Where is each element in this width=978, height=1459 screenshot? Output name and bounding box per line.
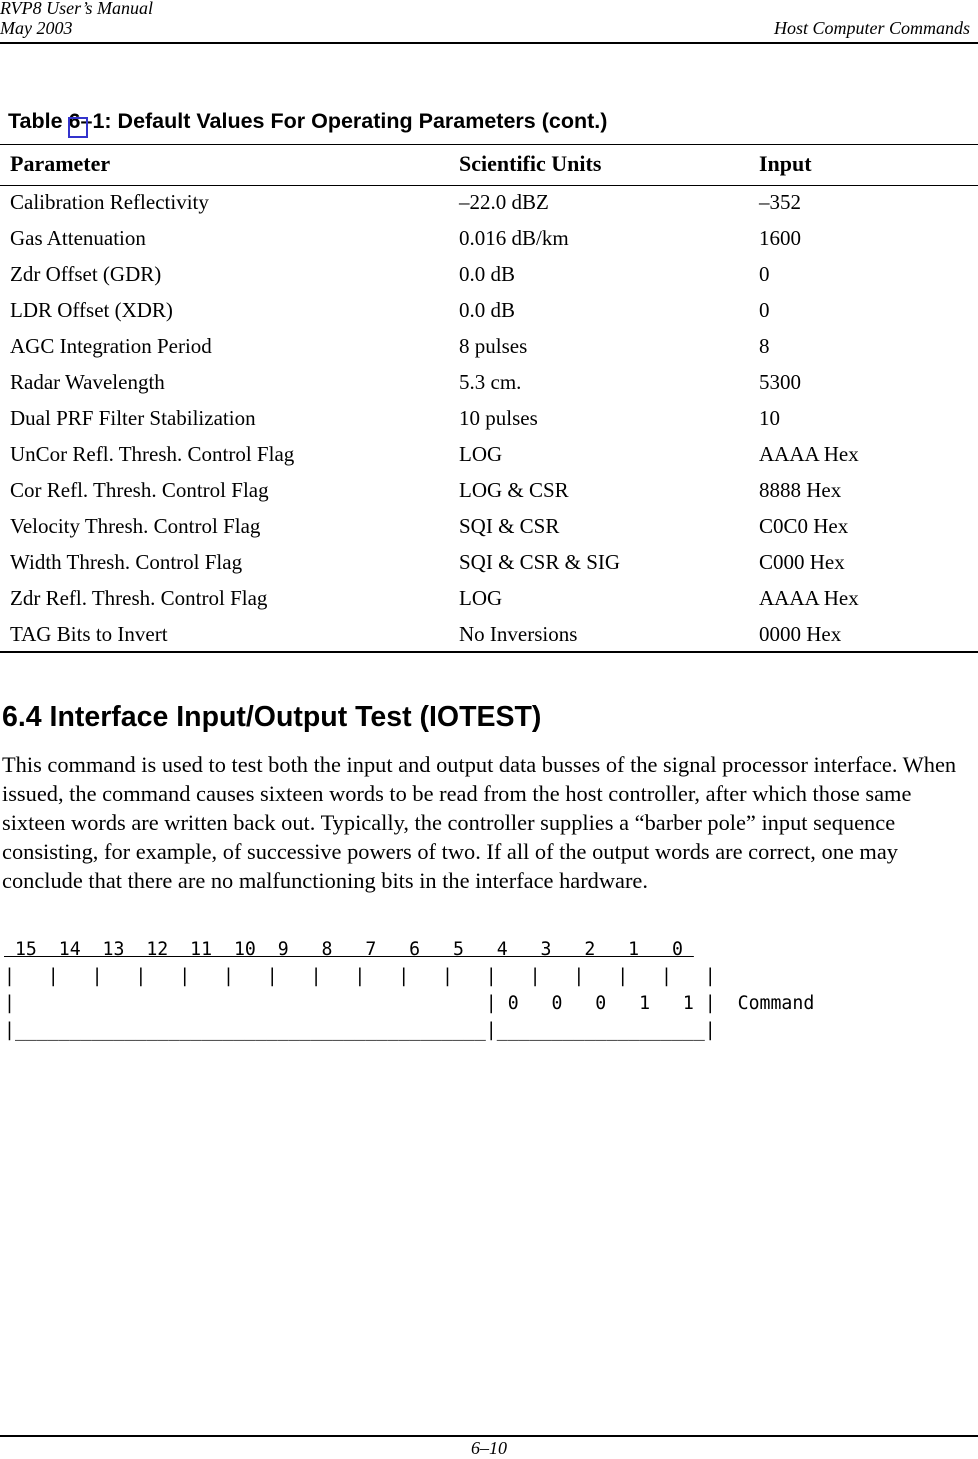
parameter-cell: Cor Refl. Thresh. Control Flag [10,478,269,502]
input-cell: 0000 Hex [759,622,842,646]
table-header-rule [0,185,978,186]
bit-number-row: 15 14 13 12 11 10 9 8 7 6 5 4 3 2 1 0 [4,939,694,960]
table-row [0,439,978,475]
parameter-cell: Gas Attenuation [10,226,146,250]
units-cell: 0.016 dB/km [459,226,569,250]
table-row [0,403,978,439]
parameter-cell: Dual PRF Filter Stabilization [10,406,256,430]
table-caption: Table 6–1: Default Values For Operating Parameters (cont.) [8,109,608,133]
input-cell: 8888 Hex [759,478,842,502]
input-cell: AAAA Hex [759,586,859,610]
parameter-cell: Velocity Thresh. Control Flag [10,514,261,538]
units-cell: 8 pulses [459,334,528,358]
table-row [0,511,978,547]
manual-title: RVP8 User’s Manual [0,0,153,18]
table-row [0,331,978,367]
units-cell: LOG [459,586,503,610]
input-cell: 10 [759,406,780,430]
table-body [0,187,978,655]
input-cell: C0C0 Hex [759,514,849,538]
bit-divider-row: | | | | | | | | | | | | | | | | | [4,966,716,987]
table-row [0,547,978,583]
footer-rule [0,1435,978,1437]
parameter-cell: Calibration Reflectivity [10,190,209,214]
section-paragraph: This command is used to test both the input and output data busses of the signal processor interface. When issued, the command causes sixteen words to be read from the host controller, after which those same sixteen words are written back out. Typically, the controller supplies a “barber pole” input sequence consisting, for example, of successive powers of two. If all of the output words are correct, one may conclude that there are no malfunctioning bits in the interface hardware. [2,752,957,893]
table-row [0,187,978,223]
input-cell: AAAA Hex [759,442,859,466]
input-cell: 8 [759,334,770,358]
selection-marker [68,117,88,138]
table-row [0,583,978,619]
table-row [0,259,978,295]
parameter-cell: Width Thresh. Control Flag [10,550,243,574]
table-bottom-rule [0,651,978,653]
units-cell: LOG & CSR [459,478,569,502]
header-date: May 2003 [0,18,73,38]
units-cell: No Inversions [459,622,578,646]
parameter-cell: UnCor Refl. Thresh. Control Flag [10,442,295,466]
section-heading: 6.4 Interface Input/Output Test (IOTEST) [2,701,542,733]
units-cell: LOG [459,442,503,466]
parameter-cell: Radar Wavelength [10,370,165,394]
table-row [0,619,978,655]
table-row [0,223,978,259]
table-row [0,367,978,403]
page-number: 6–10 [471,1438,507,1458]
input-cell: 0 [759,262,770,286]
input-cell: 5300 [759,370,801,394]
chapter-title: Host Computer Commands [773,18,970,38]
units-cell: SQI & CSR [459,514,560,538]
input-cell: –352 [759,190,801,214]
units-cell: 0.0 dB [459,262,516,286]
input-cell: 0 [759,298,770,322]
table-row [0,475,978,511]
table-row [0,295,978,331]
units-cell: 10 pulses [459,406,538,430]
bit-bottom-row: |___________________________________________|___________________| [4,1020,716,1041]
bit-value-row: | | 0 0 0 1 1 | Command [4,993,815,1014]
column-header-input: Input [759,151,812,176]
parameter-cell: TAG Bits to Invert [10,622,168,646]
column-header-parameter: Parameter [10,151,111,176]
units-cell: –22.0 dBZ [459,190,549,214]
command-bit-diagram [4,936,814,1044]
units-cell: 0.0 dB [459,298,516,322]
parameter-cell: LDR Offset (XDR) [10,298,173,322]
input-cell: C000 Hex [759,550,845,574]
column-header-scientific-units: Scientific Units [459,151,602,176]
input-cell: 1600 [759,226,801,250]
header-rule [0,42,978,44]
running-header-left [0,0,153,38]
units-cell: 5.3 cm. [459,370,522,394]
parameter-cell: Zdr Refl. Thresh. Control Flag [10,586,268,610]
table-top-rule [0,144,978,145]
parameter-cell: Zdr Offset (GDR) [10,262,162,286]
units-cell: SQI & CSR & SIG [459,550,621,574]
parameter-cell: AGC Integration Period [10,334,212,358]
